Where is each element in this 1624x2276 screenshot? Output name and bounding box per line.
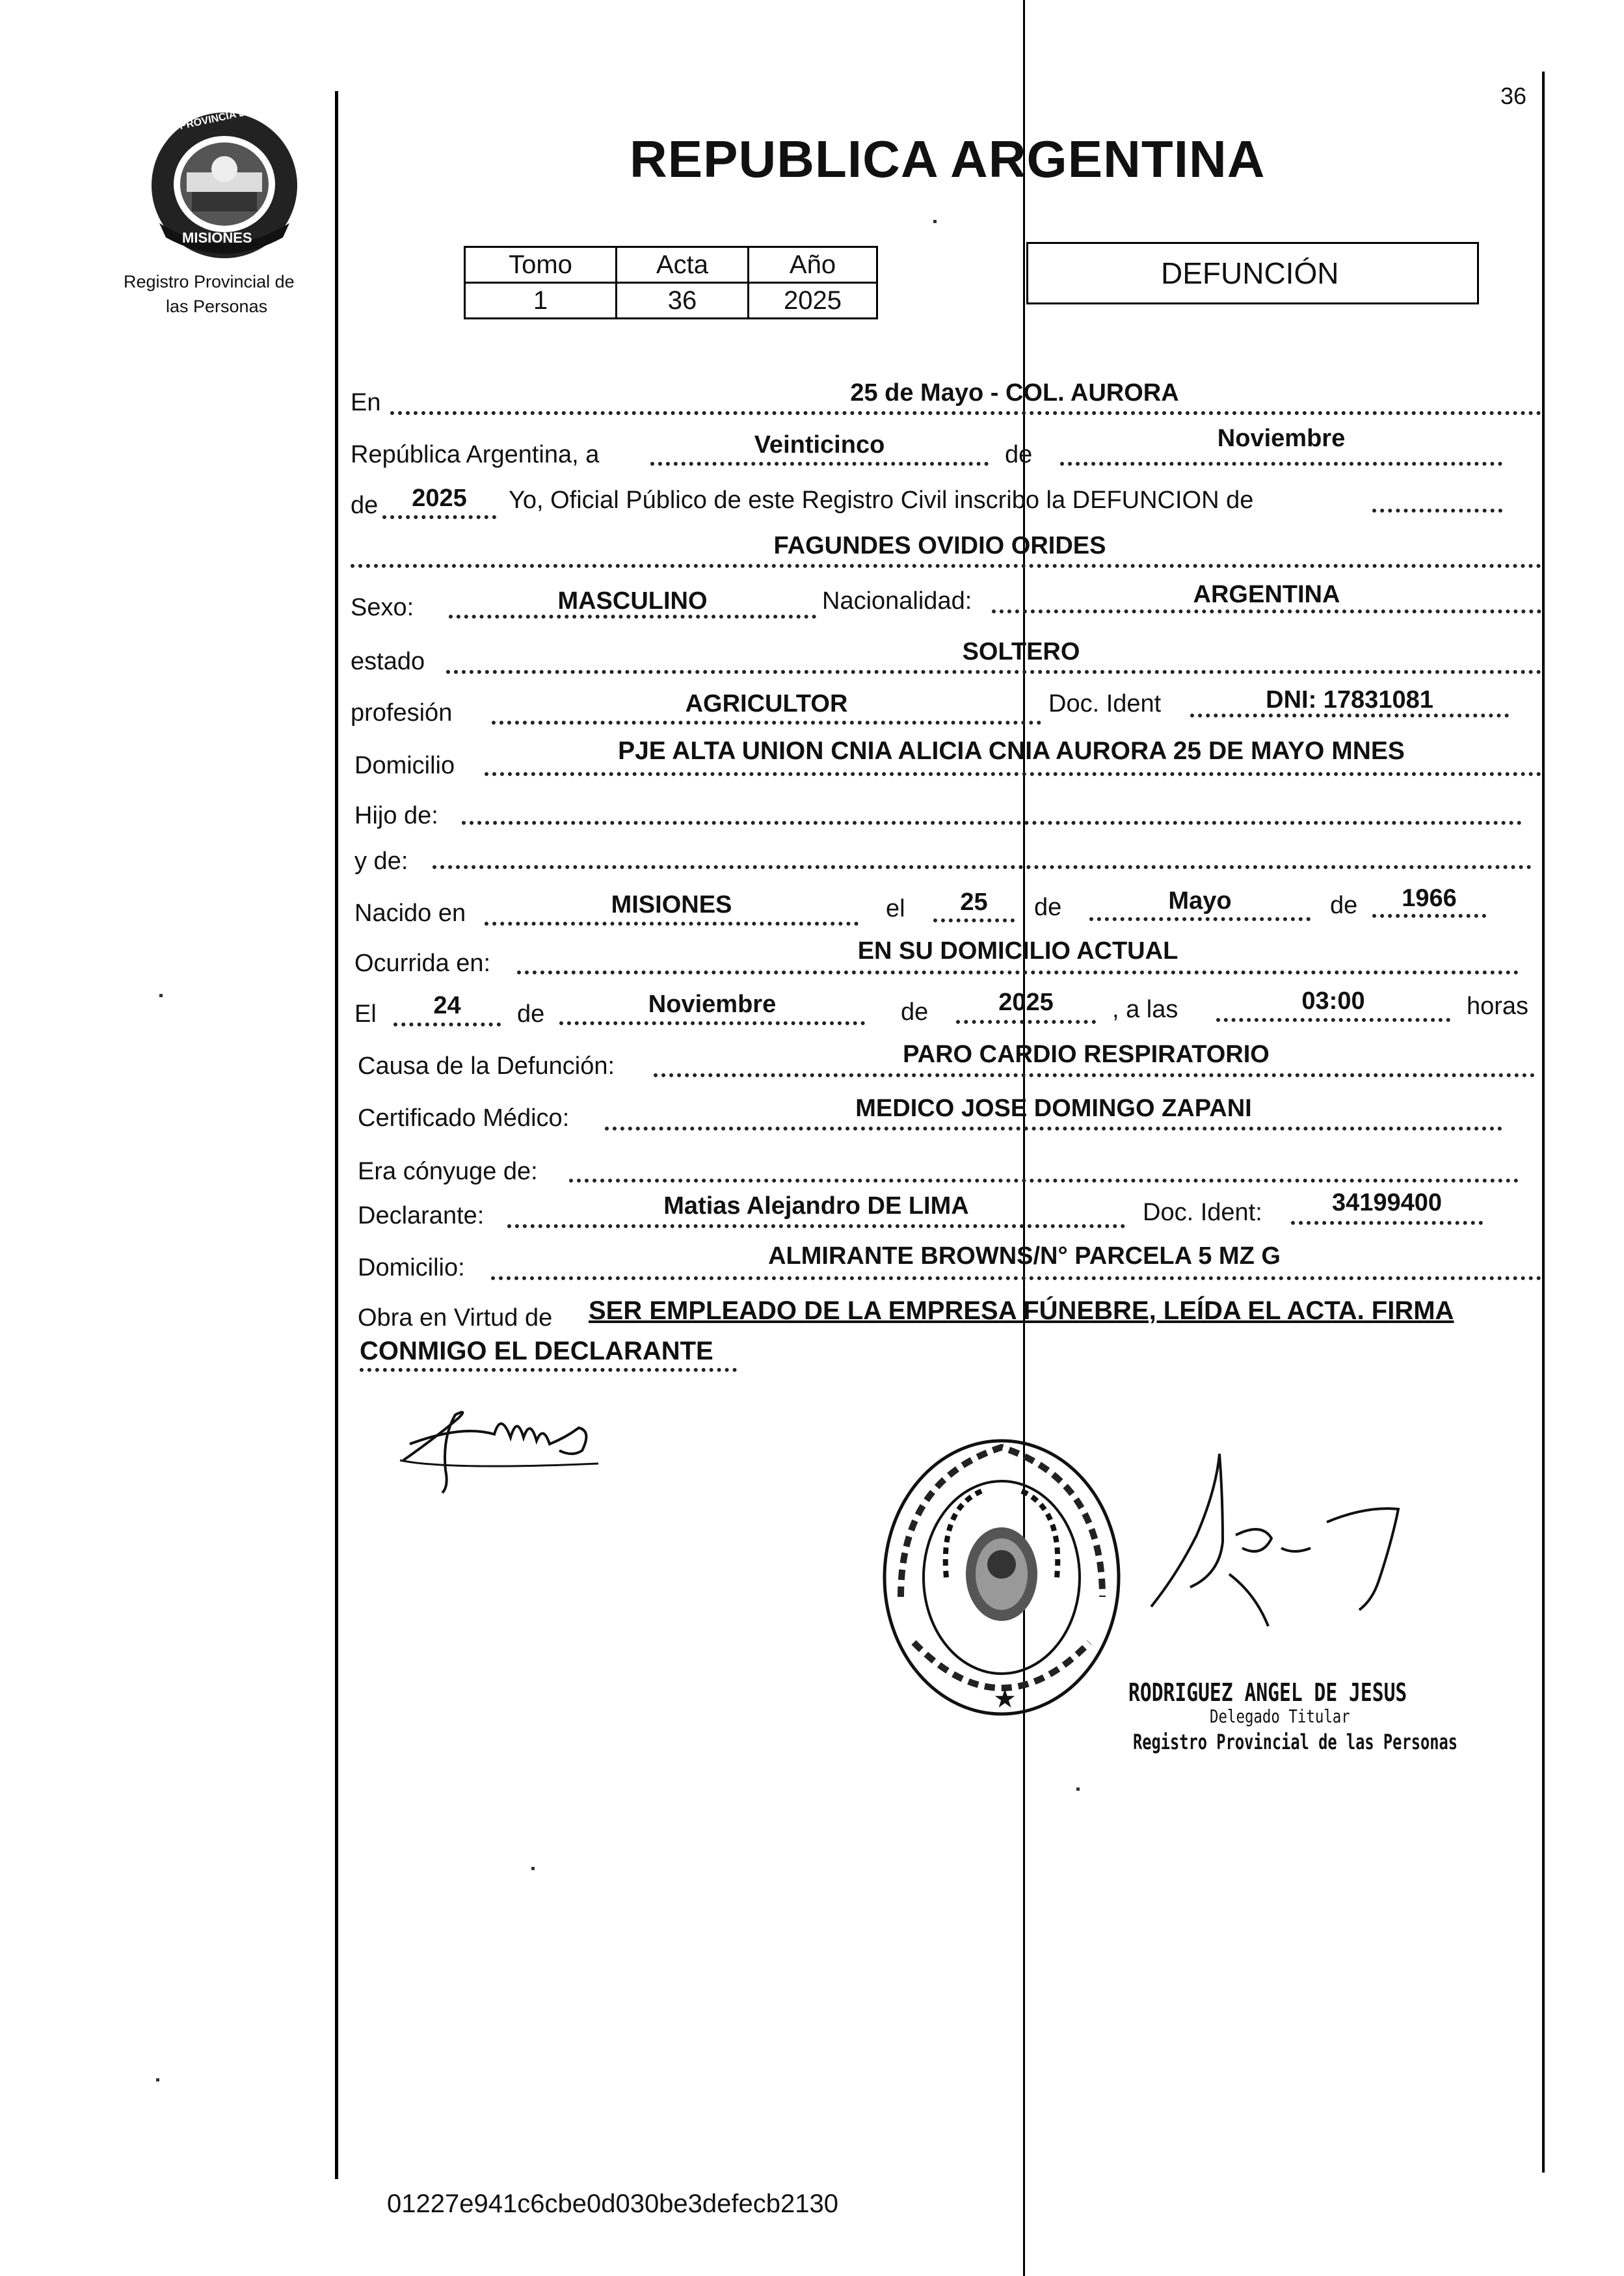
scan-dot (159, 994, 163, 997)
dotted-line (1190, 714, 1509, 717)
label-declarante: Declarante: (358, 1202, 485, 1229)
dotted-line (650, 462, 989, 466)
label-conyuge: Era cónyuge de: (358, 1158, 538, 1185)
dotted-line (449, 615, 816, 619)
label-hijo-de: Hijo de: (354, 802, 438, 829)
dotted-line (1216, 1018, 1450, 1022)
label-estado: estado (351, 648, 425, 675)
label-el: el (886, 895, 905, 922)
dotted-line (1291, 1221, 1483, 1225)
dotted-line (433, 865, 1532, 869)
dotted-line (1372, 509, 1502, 513)
field-declarant-doc: 34199400 (1331, 1189, 1443, 1216)
label-de: de (1005, 441, 1033, 468)
emblem-top-text: PROVINCIA DE (178, 105, 254, 132)
record-table-cell: 1 (465, 283, 617, 319)
label-doc-ident: Doc. Ident (1048, 690, 1162, 717)
dotted-line (507, 1224, 1125, 1228)
field-address: PJE ALTA UNION CNIA ALICIA CNIA AURORA 25 DE MAYO MNES (618, 737, 1405, 765)
dotted-line (491, 1276, 1541, 1280)
registry-name-line2: las Personas (166, 297, 268, 316)
label-ocurrida-en: Ocurrida en: (354, 950, 491, 977)
field-reason-line1: SER EMPLEADO DE LA EMPRESA FÚNEBRE, LEÍDA EL ACTA. FIRMA (589, 1296, 1454, 1325)
dotted-line (462, 821, 1522, 825)
left-margin-line (335, 91, 338, 2179)
dotted-line (956, 1020, 1096, 1024)
field-deceased-name: FAGUNDES OVIDIO ORIDES (773, 532, 1106, 559)
dotted-line (485, 922, 859, 926)
record-table-header: Año (749, 247, 877, 283)
field-birth-day: 25 (960, 889, 988, 916)
field-place: 25 de Mayo - COL. AURORA (850, 379, 1179, 407)
field-doc-id: DNI: 17831081 (1266, 686, 1433, 714)
record-table-header: Tomo (465, 247, 617, 283)
registry-name-line1: Registro Provincial de (124, 272, 295, 291)
record-table (464, 246, 878, 319)
label-de-birth-year: de (1330, 892, 1358, 919)
official-title: Delegado Titular (1210, 1706, 1350, 1727)
label-certificado: Certificado Médico: (358, 1105, 570, 1132)
field-birth-place: MISIONES (611, 891, 732, 918)
label-nacido-en: Nacido en (354, 900, 466, 927)
official-seal (875, 1428, 1128, 1727)
record-table-header: Acta (617, 247, 749, 283)
dotted-line (1372, 914, 1486, 918)
field-profession: AGRICULTOR (685, 690, 848, 717)
dotted-line (992, 609, 1541, 613)
field-death-year: 2025 (998, 989, 1054, 1016)
scan-dot (531, 1867, 535, 1870)
field-civil-status: SOLTERO (962, 638, 1080, 665)
label-el-death: El (354, 1000, 377, 1028)
dotted-line (360, 1368, 737, 1372)
label-domicilio-declarant: Domicilio: (358, 1254, 465, 1281)
dotted-line (485, 772, 1541, 776)
official-signature (1132, 1444, 1470, 1659)
label-de-death-year: de (901, 998, 929, 1026)
label-de-birth-month: de (1034, 894, 1062, 921)
field-declarant: Matias Alejandro DE LIMA (663, 1192, 969, 1220)
dotted-line (382, 515, 496, 519)
field-reason-line2: CONMIGO EL DECLARANTE (360, 1337, 713, 1365)
label-doc-ident-declarant: Doc. Ident: (1143, 1199, 1262, 1226)
dotted-line (446, 670, 1541, 674)
scan-dot (933, 220, 937, 223)
label-horas: horas (1467, 993, 1529, 1020)
emblem-bottom-text: MISIONES (182, 230, 252, 246)
label-causa: Causa de la Defunción: (358, 1052, 615, 1080)
field-month: Noviembre (1217, 425, 1346, 452)
record-table-cell: 2025 (749, 283, 877, 319)
dotted-line (492, 721, 1041, 725)
field-sex: MASCULINO (557, 587, 708, 615)
label-en: En (351, 389, 381, 416)
scan-dot (156, 2078, 159, 2082)
field-year: 2025 (412, 485, 467, 512)
label-a-las: , a las (1112, 996, 1178, 1023)
label-domicilio: Domicilio (354, 752, 455, 779)
dotted-line (654, 1073, 1535, 1077)
dotted-line (1060, 462, 1502, 466)
label-yo-oficial: Yo, Oficial Público de este Registro Civil inscribo la DEFUNCION de (509, 487, 1254, 514)
label-de-death-month: de (517, 1000, 545, 1028)
page-title: REPUBLICA ARGENTINA (630, 130, 1266, 188)
label-y-de: y de: (354, 848, 408, 875)
dotted-line (517, 971, 1519, 974)
right-margin-line (1542, 72, 1545, 2173)
field-death-time: 03:00 (1301, 987, 1365, 1015)
field-death-month: Noviembre (648, 991, 777, 1018)
dotted-line (351, 564, 1541, 568)
label-nacionalidad: Nacionalidad: (822, 587, 972, 615)
dotted-line (569, 1179, 1519, 1183)
declarant-signature (397, 1399, 611, 1496)
scan-dot (1076, 1787, 1080, 1791)
dotted-line (605, 1127, 1502, 1131)
dotted-line (559, 1021, 865, 1025)
field-birth-year: 1966 (1402, 885, 1457, 912)
field-cause: PARO CARDIO RESPIRATORIO (903, 1041, 1270, 1068)
document-hash: 01227e941c6cbe0d030be3defecb2130 (387, 2189, 839, 2218)
label-profesion: profesión (351, 699, 453, 727)
dotted-line (1089, 917, 1311, 921)
dotted-line (390, 411, 1541, 415)
field-occurred-at: EN SU DOMICILIO ACTUAL (857, 937, 1178, 965)
page-number: 36 (1500, 83, 1527, 109)
fold-line (1023, 0, 1025, 2276)
field-declarant-address: ALMIRANTE BROWNS/N° PARCELA 5 MZ G (768, 1242, 1281, 1270)
record-type: DEFUNCIÓN (1161, 256, 1339, 290)
label-obra-en-virtud: Obra en Virtud de (358, 1304, 553, 1332)
label-sexo: Sexo: (351, 594, 414, 621)
field-day-words: Veinticinco (754, 431, 885, 459)
dotted-line (393, 1023, 501, 1026)
svg-text:★: ★ (993, 1685, 1017, 1713)
field-certificate: MEDICO JOSE DOMINGO ZAPANI (855, 1095, 1252, 1122)
field-death-day: 24 (433, 992, 461, 1019)
label-republica: República Argentina, a (351, 441, 600, 468)
label-de-year: de (351, 492, 379, 519)
record-table-cell: 36 (617, 283, 749, 319)
field-birth-month: Mayo (1168, 887, 1232, 915)
official-name: RODRIGUEZ ANGEL DE JESUS (1128, 1678, 1407, 1707)
dotted-line (933, 918, 1015, 922)
field-nationality: ARGENTINA (1193, 581, 1340, 608)
official-office: Registro Provincial de las Personas (1133, 1730, 1458, 1754)
